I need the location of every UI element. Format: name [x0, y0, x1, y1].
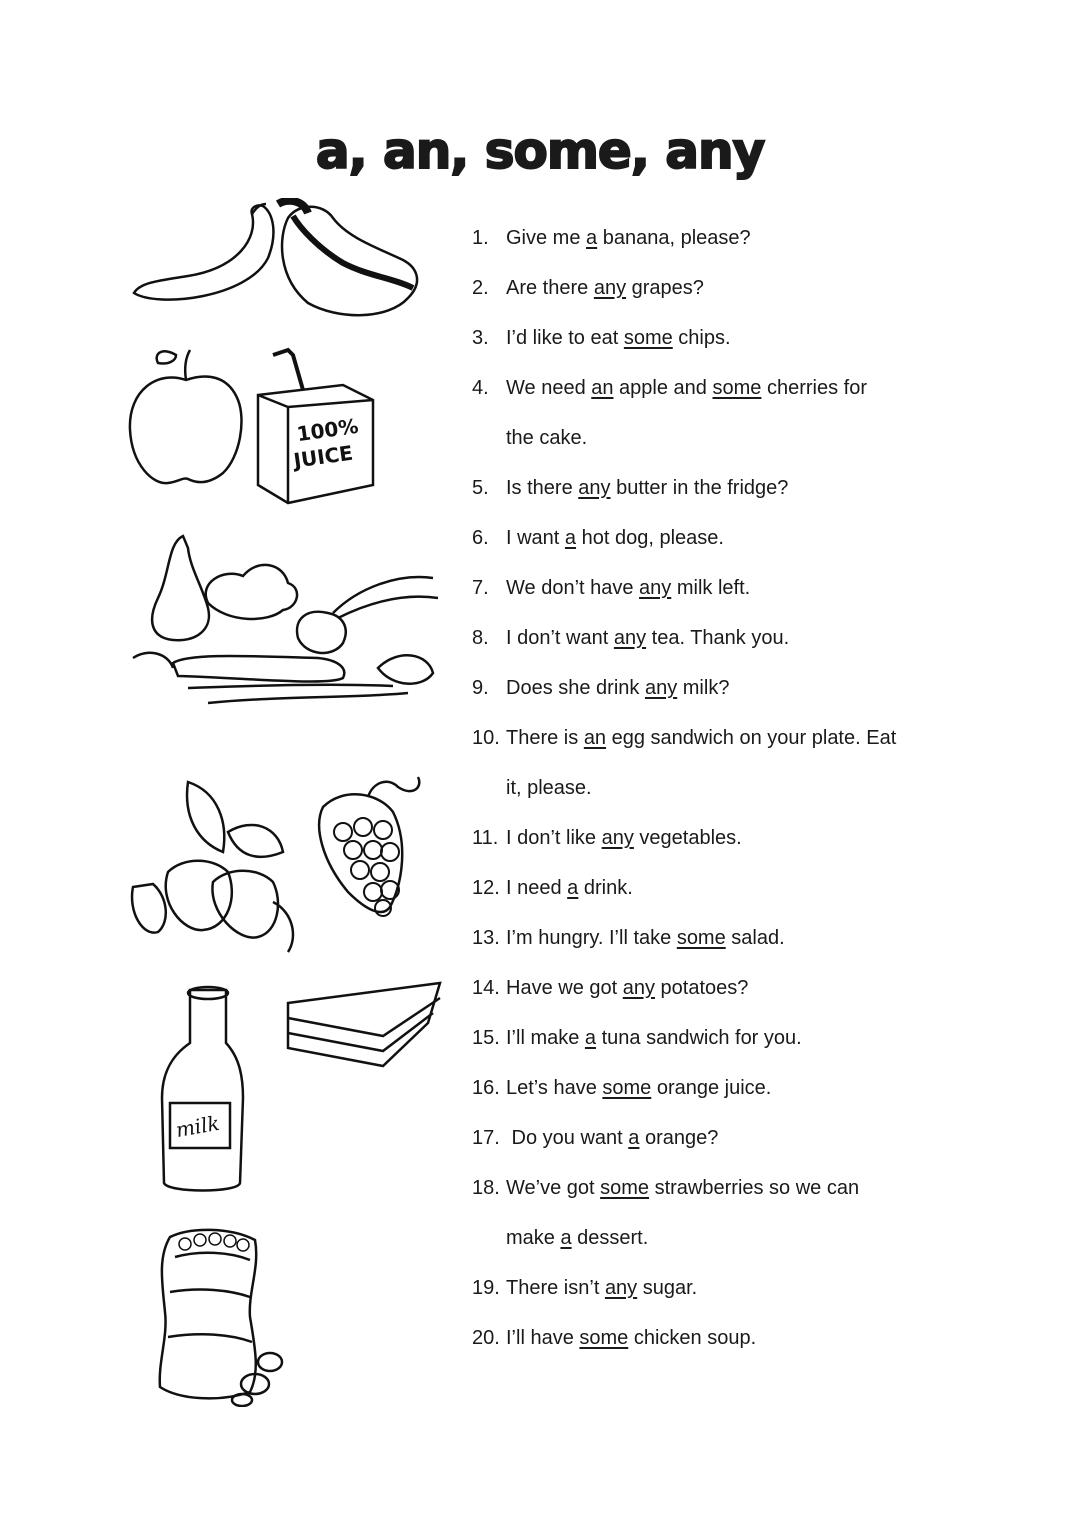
list-item: 5. Is there any butter in the fridge? [472, 477, 789, 499]
sentence-list [472, 220, 952, 1370]
banana-hotdog-picture [128, 198, 428, 323]
list-item: 4. We need an apple and some cherries for [472, 377, 867, 399]
list-item: 1. Give me a banana, please? [472, 227, 751, 249]
milk-bottle-icon [162, 990, 243, 1191]
banana-icon [134, 205, 273, 299]
strawberries-grapes-picture [128, 772, 433, 957]
vegetables-picture [128, 528, 453, 728]
answer-word: a [586, 227, 598, 249]
pear-icon [152, 536, 209, 640]
worksheet-title: a, an, some, any [315, 121, 765, 180]
potato-sack-picture [150, 1222, 285, 1407]
answer-word: any [613, 627, 647, 649]
list-item: 18. We’ve got some strawberries so we can [472, 1177, 860, 1199]
answer-word: any [644, 677, 678, 699]
strawberry-icon [166, 861, 232, 930]
carrot-icon [173, 656, 344, 682]
answer-word: a [567, 877, 579, 899]
answer-word: any [593, 277, 627, 299]
answer-word: any [601, 827, 634, 849]
list-item: 19. There isn’t any sugar. [472, 1277, 698, 1299]
list-item: 12. I need a drink. [472, 877, 633, 899]
list-item: 13. I’m hungry. I’ll take some salad. [472, 927, 785, 949]
answer-word: a [564, 527, 577, 549]
juice-text-2: JUICE [292, 440, 355, 473]
list-item: 3. I’d like to eat some chips. [472, 327, 731, 349]
answer-word: a [628, 1127, 640, 1149]
list-item: 16. Let’s have some orange juice. [472, 1077, 772, 1099]
list-item: 9. Does she drink any milk? [472, 677, 730, 699]
list-item: 20. I’ll have some chicken soup. [472, 1327, 757, 1349]
sack-icon [160, 1230, 256, 1398]
answer-word: any [622, 977, 655, 999]
cabbage-icon [206, 565, 297, 619]
hotdog-icon [282, 207, 417, 315]
answer-word: some [602, 1077, 652, 1099]
juice-text-1: 100% [295, 413, 360, 447]
list-item: 6. I want a hot dog, please. [472, 527, 724, 549]
answer-word: a [584, 1027, 597, 1049]
list-item: 7. We don’t have any milk left. [472, 577, 751, 599]
answer-word: any [604, 1277, 638, 1299]
milk-label: milk [173, 1110, 222, 1143]
answer-word: an [583, 727, 607, 749]
list-item-continuation: make a dessert. [506, 1227, 649, 1249]
list-item: 11. I don’t like any vegetables. [472, 827, 742, 849]
answer-word: any [639, 577, 672, 599]
apple-icon [130, 377, 242, 484]
list-item: 10. There is an egg sandwich on your plate. Eat [472, 727, 897, 749]
answer-word: some [712, 377, 762, 399]
answer-word: a [560, 1227, 572, 1249]
list-item: 2. Are there any grapes? [472, 277, 704, 299]
list-item-continuation: it, please. [506, 777, 592, 799]
list-item: 17. Do you want a orange? [472, 1127, 719, 1149]
answer-word: some [623, 327, 673, 349]
list-item: 15. I’ll make a tuna sandwich for you. [472, 1027, 802, 1049]
list-item: 14. Have we got any potatoes? [472, 977, 749, 999]
answer-word: any [578, 477, 611, 499]
milk-sandwich-picture [128, 978, 448, 1198]
list-item: 8. I don’t want any tea. Thank you. [472, 627, 790, 649]
answer-word: an [591, 377, 614, 399]
list-item-continuation: the cake. [506, 427, 588, 449]
answer-word: some [600, 1177, 650, 1199]
answer-word: some [676, 927, 726, 949]
answer-word: some [579, 1327, 629, 1349]
apple-juice-picture [128, 345, 388, 510]
